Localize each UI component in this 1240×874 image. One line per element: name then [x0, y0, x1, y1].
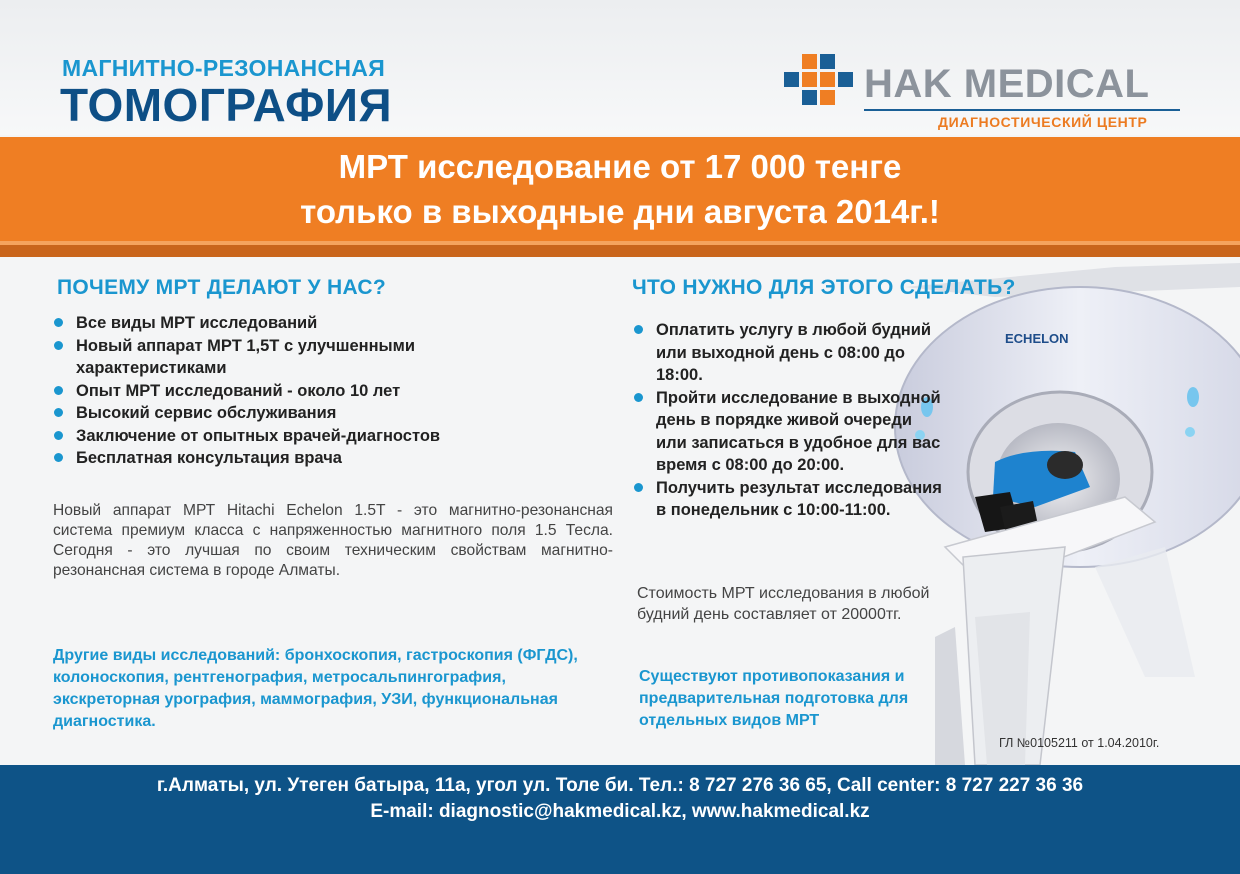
list-item	[632, 477, 942, 522]
list-item	[52, 447, 522, 470]
logo-subtitle: ДИАГНОСТИЧЕСКИЙ ЦЕНТР	[938, 114, 1148, 130]
list-item-text: Опыт МРТ исследований - около 10 лет	[76, 381, 401, 400]
list-item-text: Все виды МРТ исследований	[76, 314, 318, 332]
list-item	[632, 319, 942, 387]
bullet-icon	[634, 483, 643, 492]
list-item	[52, 402, 522, 425]
logo-divider	[864, 109, 1180, 111]
plus-cross-icon	[778, 54, 858, 110]
list-item	[52, 380, 522, 403]
list-item	[52, 335, 522, 380]
why-us-list	[52, 312, 522, 470]
bullet-icon	[634, 393, 643, 402]
footer-address: г.Алматы, ул. Утеген батыра, 11а, угол ул. Толе би. Тел.: 8 727 276 36 65, Call center: 8 727 227 36 36	[156, 775, 1084, 796]
svg-text:ECHELON: ECHELON	[1005, 331, 1069, 346]
list-item-text: Заключение от опытных врачей-диагностов	[76, 426, 441, 445]
footer-contacts: E-mail: diagnostic@hakmedical.kz, www.hakmedical.kz	[370, 801, 870, 822]
contraindications-note: Существуют противопоказания и предварительная подготовка для отдельных видов МРТ	[639, 668, 909, 729]
bullet-icon	[54, 431, 63, 440]
list-item-text: Высокий сервис обслуживания	[76, 404, 337, 422]
list-item-text: Бесплатная консультация врача	[76, 449, 342, 467]
bullet-icon	[54, 408, 63, 417]
logo-name: HAK MEDICAL	[864, 62, 1150, 106]
list-item	[52, 425, 522, 448]
other-studies-text: Другие виды исследований: бронхоскопия, гастроскопия (ФГДС), колоноскопия, рентгенография, метросальпингография, экскреторная урография, маммография, УЗИ, функциональная диагностика.	[53, 647, 578, 730]
bullet-icon	[54, 386, 63, 395]
why-us-heading: ПОЧЕМУ МРТ ДЕЛАЮТ У НАС?	[57, 276, 387, 299]
bullet-icon	[54, 341, 63, 350]
weekday-price-note: Стоимость МРТ исследования в любой будний день составляет от 20000тг.	[637, 585, 930, 623]
banner-shadow	[0, 245, 1240, 257]
bullet-icon	[634, 325, 643, 334]
list-item	[632, 387, 942, 477]
list-item	[52, 312, 522, 335]
page-title: ТОМОГРАФИЯ	[60, 79, 393, 131]
list-item-text: Новый аппарат МРТ 1,5Т с улучшенными характеристиками	[76, 336, 415, 377]
list-item-text: Оплатить услугу в любой будний или выходной день с 08:00 до 18:00.	[656, 321, 932, 384]
list-item-text: Получить результат исследования в понедельник с 10:00-11:00.	[656, 478, 942, 519]
bullet-icon	[54, 318, 63, 327]
list-item-text: Пройти исследование в выходной день в порядке живой очереди или записаться в удобное для вас время с 08:00 до 20:00.	[656, 388, 941, 474]
brand-logo	[778, 52, 1198, 132]
scanner-description: Новый аппарат МРТ Hitachi Echelon 1.5T - это магнитно-резонансная система премиум класса с напряженностью магнитного поля 1.5 Тесла. Сегодня - это лучшая по своим техническим свойствам магнитно-резонансная система в городе Алматы.	[53, 502, 613, 579]
license-number: ГЛ №0105211 от 1.04.2010г.	[999, 736, 1160, 750]
promo-line-1: МРТ исследование от 17 000 тенге	[338, 148, 902, 185]
title-subheading: МАГНИТНО-РЕЗОНАНСНАЯ	[62, 55, 386, 81]
steps-list	[632, 319, 942, 522]
steps-heading: ЧТО НУЖНО ДЛЯ ЭТОГО СДЕЛАТЬ?	[632, 276, 1016, 299]
bullet-icon	[54, 453, 63, 462]
promo-line-2: только в выходные дни августа 2014г.!	[300, 193, 940, 230]
